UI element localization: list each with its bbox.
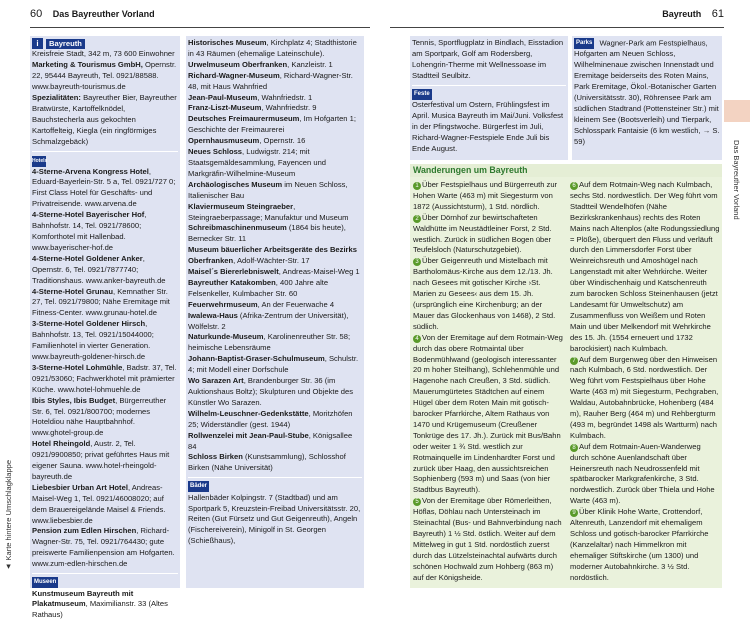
museum-name: Urwelmuseum Oberfranken [188,60,287,69]
museum-detail: , Moritzhöfen 25; Widerständler (gest. 1944) [188,409,353,429]
hiking-title: Wanderungen um Bayreuth [410,164,722,177]
hotel-item [32,210,178,254]
museum-detail: , Steingraeberpassage; Manufaktur und Museum [188,202,348,222]
route-number-icon: 8 [570,444,578,452]
museum-name: Schreibmaschinenmuseum [188,223,287,232]
left-page [0,0,370,594]
specialties-text: Bayreuther Bier, Bayreuther Bratwürste, Kartoffelknödel, Bauchstecherla aus gekochten Kartoffelteig, Kiegla (ein ringförmiges Schmalzgebäck) [32,93,177,146]
hotel-name: 4-Sterne-Hotel Bayerischer Hof [32,210,144,219]
museum-name: Naturkunde-Museum [188,332,264,341]
museum-detail: , Brandenburger Str. 36 (im Auktionshaus Boltz); Skulpturen und Objekte des Künstler Wo Sarazen. [188,376,353,407]
museum-item [188,267,362,278]
museum-item [188,180,362,202]
hotel-detail: , Kemnather Str. 27, Tel. 0921/79800; Nähe Eremitage mit Fitness-Center. www.grunau-hotel.de [32,287,170,318]
museum-name: Feuerwehrmuseum [188,300,258,309]
museum-detail: , Im Hofgarten 1; Geschichte der Freimaurerei [188,114,356,134]
museum-item [188,311,362,333]
left-header-rule [30,27,370,28]
left-page-title: Das Bayreuther Vorland [53,9,155,19]
swimming-icon: Bäder [188,481,209,492]
route-number-icon: 6 [570,182,578,190]
hike-column-right [570,180,720,584]
route-number-icon: 4 [413,335,421,343]
route-text: Über Festspielhaus und Bürgerreuth zur Hohen Warte (463 m) mit Siegesturm von 1872 (Aussichtsturm), 1 Std. nördlich. [413,180,557,211]
museum-name: Neues Schloss [188,147,242,156]
route-number-icon: 9 [570,509,578,517]
museum-detail: , Kirchplatz 4; Stadthistorie in 43 Räumen (ehemalige Lateinschule). [188,38,357,58]
museum-item [188,202,362,224]
right-header [662,8,724,20]
parks-text: Wagner-Park am Festspielhaus, Hofgarten am Neuen Schloss, Wilhelminenaue zwischen Innenstadt und Eremitage beiderseits des Roten Mains, Park Eremitage, Ökol.-Botanischer Garten (Universitätsstr. 30), Röhrensee Park am südlichen Stadtrand (Pottensteiner Str.) mit kleinem See (Bootsverleih) und Tierpark, Schlosspark Fantaisie (6 km westlich, → S. 59) [574,39,720,146]
museum-item [188,60,362,71]
hotel-name: Pension zum Edlen Hirschen [32,526,136,535]
hotel-item [32,526,178,570]
hotel-detail: , Richard-Wagner-Str. 75, Tel. 0921/764430; gute preiswerte Familienpension am Hofgarten. www.zum-edlen-hirschen.de [32,526,175,568]
museum-detail: , Wahnfriedstr. 9 [261,103,316,112]
hike-route [570,355,720,442]
hotel-item [32,254,178,287]
museum-item [188,300,362,311]
museum-detail: , Opernstr. 16 [259,136,305,145]
hike-route [570,442,720,507]
hotel-name: Ibis Styles, Ibis Budget [32,396,115,405]
marketing-name: Marketing & Tourismus GmbH, [32,60,143,69]
chapter-tab [724,100,750,122]
map-reference: ▲ Karte hintere Umschlagklappe [4,460,13,572]
hotel-name: 4-Sterne-Hotel Goldener Anker [32,254,143,263]
sports-text: Hallenbäder Kolpingstr. 7 (Stadtbad) und am Sportpark 5, Kreuzstein-Freibad Universitätsstr. 20, Reiten (Gut Fürsetz und Gut Geigenreuth), Angeln (Fischereiverein), Minigolf in St. Georgen (Schießhaus), [188,493,362,548]
museum-detail: , Richard-Wagner-Str. 48, mit Haus Wahnfried [188,71,353,91]
museum-name: Bayreuther Katakomben [188,278,276,287]
museum-detail: , An der Feuerwache 4 [258,300,334,309]
route-number-icon: 3 [413,258,421,266]
hotel-detail: , Eduard-Bayerlein-Str. 5 a, Tel. 0921/727 0; First Class Hotel für Geschäfts- und Privatreisende. www.arvena.de [32,167,175,209]
museum-name: Museum bäuerlicher Arbeitsgeräte des Bezirks Oberfranken [188,245,357,265]
museum-item [188,136,362,147]
hotel-list [32,167,178,571]
hotel-name: 4-Sterne-Arvena Kongress Hotel [32,167,149,176]
museum-item [188,278,362,300]
museum-name: Historisches Museum [188,38,267,47]
route-text: Über Dörnhof zur bewirtschafteten Waldhütte im Neustädtleiner Forst, 2 Std. westlich. Zurück in südlichen Bogen über Teufelsloch (Naturschutzgebiet). [413,213,552,255]
route-text: Von der Eremitage über Römerleithen, Höflas, Döhlau nach Untersteinach im Steinachtal (Bus- und Bahnverbindung nach Bayreuth) 1 ½ Std. östlich. Weiter auf dem Mittelweg in gut 1 Std. nordöstlich zuerst durch das Lützelsteinachtal aufwärts durch schönen Hochwald zum Hohberg (863 m) auf der Königsheide. [413,496,562,581]
hotel-item [32,396,178,440]
route-number-icon: 7 [570,357,578,365]
museum-item [188,93,362,104]
museum-detail: , Königsallee 84 [188,431,352,451]
route-text: Auf dem Burgenweg über den Hinweisen nach Kulmbach, 6 Std. nordwestlich. Der Weg führt vom Festspielhaus über Hohe Warte (463 m) mit Siegesturm, Pechgraben, Waldau, Autobahnbrücke, Hohenberg (484 m), Rauher Berg (464 m) und Rehbergturm (493 m, begründet 1498 als Wartturm) nach Kulmbach. [570,355,718,440]
museum-item [188,409,362,431]
info-column-2 [186,36,364,588]
marketing-address: Opernstr. 22, 95444 Bayreuth, Tel. 0921/88588. www.bayreuth-tourismus.de [32,60,176,91]
hotel-item [32,483,178,527]
route-number-icon: 5 [413,498,421,506]
hike-route [413,496,563,583]
museum-detail: (Kunstsammlung), Schlosshof Birken (Nähe Universität) [188,452,346,472]
museum-detail: (Afrika-Zentrum der Universität), Wölfelstr. 2 [188,311,348,331]
parks-box [572,36,722,160]
right-page-title: Bayreuth [662,9,701,19]
specialties-label: Spezialitäten: [32,93,81,102]
events-text: Osterfestival um Ostern, Frühlingsfest im April. Musica Bayreuth im Mai/Juni. Volksfest in der Pfingstwoche. Bürgerfest im Juli, Richard-Wagner-Festspiele Ende Juli bis Ende August. [412,100,566,155]
hike-route [570,507,720,583]
museum-name: Richard-Wagner-Museum [188,71,280,80]
hike-route [413,180,563,213]
hiking-box [410,164,722,588]
hotel-item [32,287,178,320]
hike-route [413,333,563,497]
route-text: Über Geigenreuth und Mistelbach mit Bartholomäus-Kirche aus dem 12./13. Jh. nach Gesees mit gotischer Kirche ›St. Marien zu Gesees‹ aus dem 15. Jh. (ursprünglich eine Kirchenburg; an der Mauer das Glockenhaus von 1468), 2 Std. südlich. [413,256,555,330]
hike-route [413,256,563,332]
right-header-rule [390,27,724,28]
hotel-item [32,319,178,363]
museum-name: Wo Sarazen Art [188,376,244,385]
route-text: Auf dem Rotmain-Weg nach Kulmbach, sechs Std. nordwestlich. Der Weg führt vom Stadtteil Wendelhöfen (Nähe Bezirkskrankenhaus) rechts des Roten Mains nach Altenplos (alte Rodungssiedlung = Plöße), überquert den Fluss und verläuft durch den Limmersdorfer Forst über Weinreichsreuth und Amoshügel nach Langenstadt mit alter Wehrkirche. Weiter über Windischenhaig und Katschenreuth zum barocken Schloss Steinenhausen (jetzt Landesamt für Umweltschutz) am Zusammenfluss von Weißem und Roten Main und über Melkendorf mit Wehrkirche des 15. Jh. (1554 erneuert und 1732 barockisiert) nach Kulmbach. [570,180,719,353]
museum-name: Kunstmuseum Bayreuth mit Plakatmuseum [32,589,133,609]
museum-detail: , 400 Jahre alte Felsenkeller, Kulmbacher Str. 60 [188,278,328,298]
museum-name: Iwalewa-Haus [188,311,238,320]
city-facts: Kreisfreie Stadt, 342 m, 73 600 Einwohner [32,49,178,60]
museum-detail: , Adolf-Wächter-Str. 17 [233,256,309,265]
museum-detail: , Ludwigstr. 214; mit Staatsgemäldesammlung, Fayencen und Markgräfin-Wilhelmine-Museum [188,147,326,178]
hotel-detail: , Bahnhofstr. 13, Tel. 0921/15044000; Familienhotel in vierter Generation. www.bayreuth-goldener-hirsch.de [32,319,154,361]
music-icon: Feste [412,89,432,100]
hike-route [413,213,563,257]
museum-detail: , Andreas-Maisel-Weg 1 [279,267,360,276]
route-text: Über Klinik Hohe Warte, Crottendorf, Altenreuth, Lanzendorf mit ehemaligem Schloss und gotisch-barocker Pfarrkirche (Kanzelaltar) nach Himmelkron mit ehemaliger Stiftskirche (um 1300) und moderner Autobahnkirche. 3 ½ Std. nordöstlich. [570,507,708,581]
hotel-item [32,363,178,396]
info-icon: i [32,38,43,49]
museum-item [188,114,362,136]
museum-detail: im Neuen Schloss, Italienischer Bau [188,180,348,200]
info-column-1 [30,36,180,588]
chapter-side-label: Das Bayreuther Vorland [732,140,741,220]
museum-name: Klaviermuseum Steingraeber [188,202,293,211]
museum-detail: , Kanzleistr. 1 [287,60,333,69]
left-page-number: 60 [30,8,42,20]
hike-route [570,180,720,355]
museum-item [188,452,362,474]
museum-detail: , Wahnfriedstr. 1 [257,93,312,102]
museum-name: Maisel´s Biererlebniswelt [188,267,279,276]
museum-item [188,354,362,376]
museum-item [188,223,362,245]
route-text: Von der Eremitage auf dem Rotmain-Weg durch das obere Rotmaintal über Bodenmühlwand (geologisch interessanter 20 m hoher Steilhang), Schlehenmühle und Hagenohe nach Creußen, 3 Std. südlich. Mauerumgürtetes Städtchen auf einem Hügel über dem Roten Main mit gotisch-barocker Pfarrkirche, Altem Rathaus von 1470 und Krügemuseum (Creußener Tonkrüge des 17. Jh.). Zurück mit Bus/Bahn oder weiter 1 ¾ Std. westlich zur Rotmainquelle im Lindenhardter Forst und zurück über Haag, den aussichtsreichen Sophienberg (593 m) und Saas (von hier Stadtbus Bayreuth). [413,333,563,495]
museum-detail: , Schulstr. 4; mit Modell einer Dorfschule [188,354,358,374]
museum-name: Jean-Paul-Museum [188,93,257,102]
museum-name: Wilhelm-Leuschner-Gedenkstätte [188,409,309,418]
museum-item [188,376,362,409]
info-label: Bayreuth [46,39,85,50]
hotel-detail: , Bahnhofstr. 14, Tel. 0921/78600; Komforthotel mit Hallenbad. www.bayerischer-hof.de [32,210,146,252]
museum-item [32,589,178,621]
museum-item [188,431,362,453]
park-icon: Parks [574,38,594,49]
museum-item [188,332,362,354]
route-text: Auf dem Rotmain-Auen-Wanderweg durch schöne Auenlandschaft über Heinersreuth nach Neudrossenfeld mit spätbarocker Markgrafenkirche, 3 Std. nordwestlich. Zurück über Thiela und Hohe Warte (463 m). [570,442,715,506]
museum-name: Rollwenzelei mit Jean-Paul-Stube [188,431,309,440]
museum-item [188,103,362,114]
hotel-name: Liebesbier Urban Art Hotel [32,483,128,492]
hotel-detail: , Andreas-Maisel-Weg 1, Tel. 0921/46008020; auf dem Brauereigelände Maisel & Friends. www.liebesbier.de [32,483,165,525]
museum-name: Deutsches Freimaurermuseum [188,114,299,123]
right-page [380,0,750,594]
hotel-item [32,167,178,211]
museum-name: Opernhausmuseum [188,136,259,145]
museum-item [188,38,362,60]
museum-name: Schloss Birken [188,452,243,461]
right-page-number: 61 [712,8,724,20]
hike-column-left [413,180,563,584]
hotel-name: 3-Sterne-Hotel Goldener Hirsch [32,319,145,328]
hotel-detail: , Opernstr. 6, Tel. 0921/7877740; Traditionshaus. www.anker-bayreuth.de [32,254,166,285]
museum-icon: Museen [32,577,58,588]
museum-detail: , Maximilianstr. 33 (Altes Rathaus) [32,599,168,619]
hotel-name: 4-Sterne-Hotel Grunau [32,287,113,296]
museum-name: Johann-Baptist-Graser-Schulmuseum [188,354,325,363]
hotel-icon: Hotels [32,156,46,167]
sport-box [410,36,568,160]
sport-text: Tennis, Sportflugplatz in Bindlach, Eisstadion am Sportpark, Golf am Rodersberg, Lohengrin-Therme mit Wellnessoase im Stadtteil Seulbitz. [412,38,566,82]
route-number-icon: 1 [413,182,421,190]
hotel-item [32,439,178,483]
hotel-detail: , Austr. 2, Tel. 0921/9900850; privat geführtes Haus mit eigener Sauna. www.hotel-rheingold-bayreuth.de [32,439,169,481]
hotel-name: 3-Sterne-Hotel Lohmühle [32,363,122,372]
museum-name: Franz-Liszt-Museum [188,103,261,112]
museum-item [188,245,362,267]
museum-name: Archäologisches Museum [188,180,282,189]
hotel-name: Hotel Rheingold [32,439,90,448]
museum-list [188,38,362,474]
route-number-icon: 2 [413,215,421,223]
hotel-detail: , Bürgerreuther Str. 6, Tel. 0921/800700; modernes Hoteldiou nähe Hauptbahnhof. www.ghotel-group.de [32,396,166,438]
hotel-detail: , Badstr. 37, Tel. 0921/53060; Fachwerkhotel mit prämierter Küche. www.hotel-lohmuehle.de [32,363,177,394]
museum-item [188,71,362,93]
left-header [30,8,155,20]
museum-item [188,147,362,180]
museum-detail: (1864 bis heute), Bernecker Str. 11 [188,223,346,243]
museum-detail: , Karolinenreuther Str. 58; heimische Lebensräume [188,332,350,352]
